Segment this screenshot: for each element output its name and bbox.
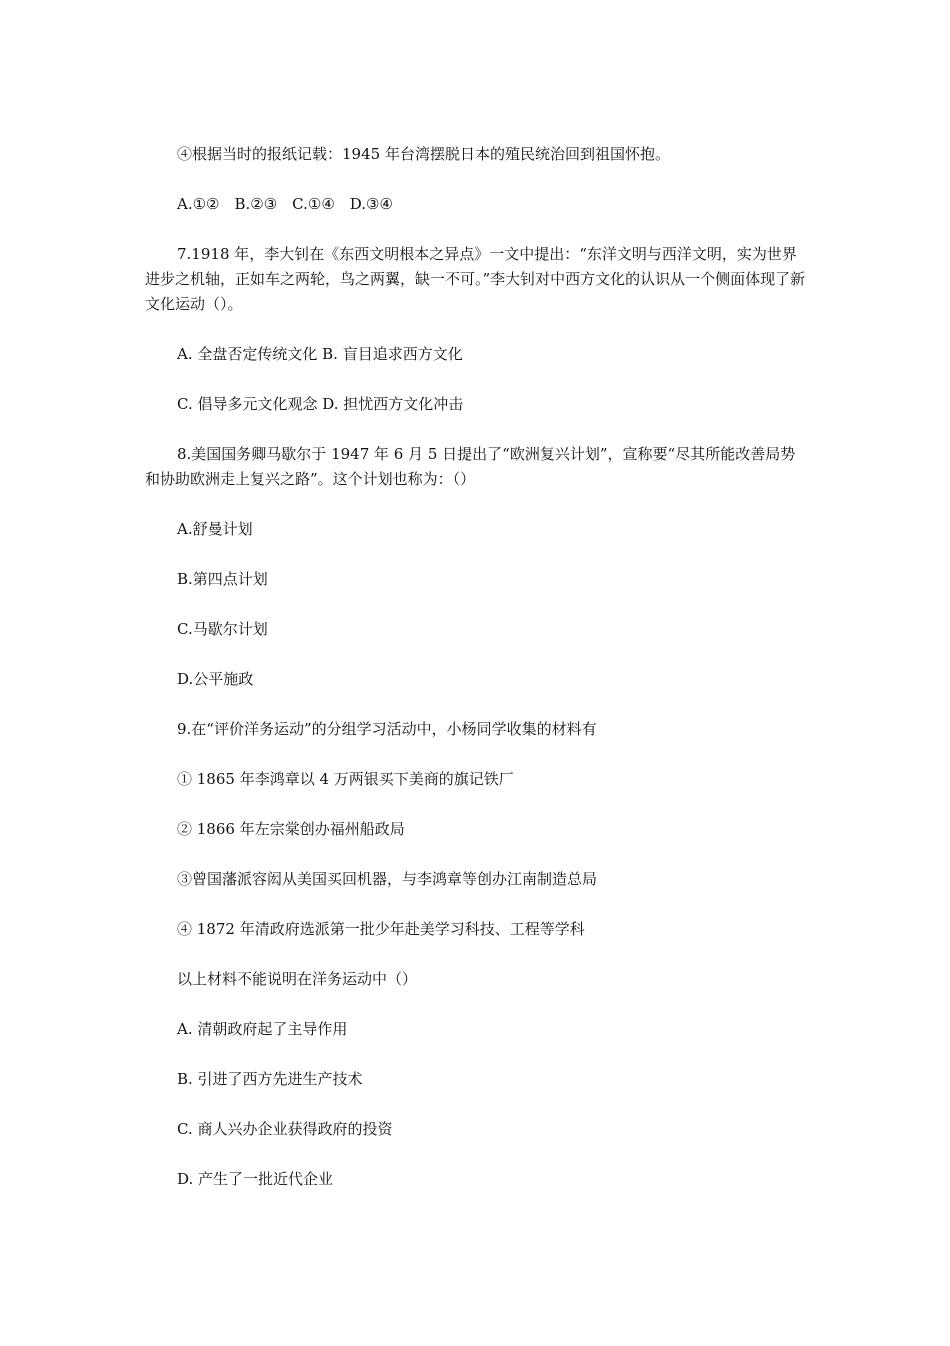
q6-item-4: ④根据当时的报纸记载：1945 年台湾摆脱日本的殖民统治回到祖国怀抱。 — [177, 145, 670, 163]
q9-item-4: ④ 1872 年清政府选派第一批少年赴美学习科技、工程等学科 — [177, 920, 585, 938]
q8-option-d: D.公平施政 — [177, 670, 254, 688]
q8-stem: 8.美国国务卿马歇尔于 1947 年 6 月 5 日提出了“欧洲复兴计划”，宣称要“尽其所能改善局势和协助欧洲走上复兴之路”。这个计划也称为：（） — [145, 445, 796, 488]
q9-option-b: B. 引进了西方先进生产技术 — [177, 1070, 363, 1088]
q9-stem: 9.在“评价洋务运动”的分组学习活动中，小杨同学收集的材料有 — [177, 720, 597, 738]
q7-options-ab: A. 全盘否定传统文化 B. 盲目追求西方文化 — [177, 345, 463, 363]
q7-stem: 7.1918 年，李大钊在《东西文明根本之异点》一文中提出：“东洋文明与西洋文明，实为世界进步之机轴，正如车之两轮，鸟之两翼，缺一不可。”李大钊对中西方文化的认识从一个侧面体现了新文化运动（）。 — [145, 245, 806, 313]
q9-option-d: D. 产生了一批近代企业 — [177, 1170, 334, 1188]
q8-option-a: A.舒曼计划 — [177, 520, 253, 538]
q7-options-cd: C. 倡导多元文化观念 D. 担忧西方文化冲击 — [177, 395, 464, 413]
q9-option-c: C. 商人兴办企业获得政府的投资 — [177, 1120, 393, 1138]
q8-option-c: C.马歇尔计划 — [177, 620, 268, 638]
q9-option-a: A. 清朝政府起了主导作用 — [177, 1020, 348, 1038]
q9-question: 以上材料不能说明在洋务运动中（） — [177, 970, 418, 988]
q8-option-b: B.第四点计划 — [177, 570, 268, 588]
q9-item-1: ① 1865 年李鸿章以 4 万两银买下美商的旗记铁厂 — [177, 770, 514, 788]
q6-options: A.①② B.②③ C.①④ D.③④ — [177, 195, 393, 213]
q9-item-3: ③曾国藩派容闳从美国买回机器，与李鸿章等创办江南制造总局 — [177, 870, 598, 888]
q9-item-2: ② 1866 年左宗棠创办福州船政局 — [177, 820, 405, 838]
